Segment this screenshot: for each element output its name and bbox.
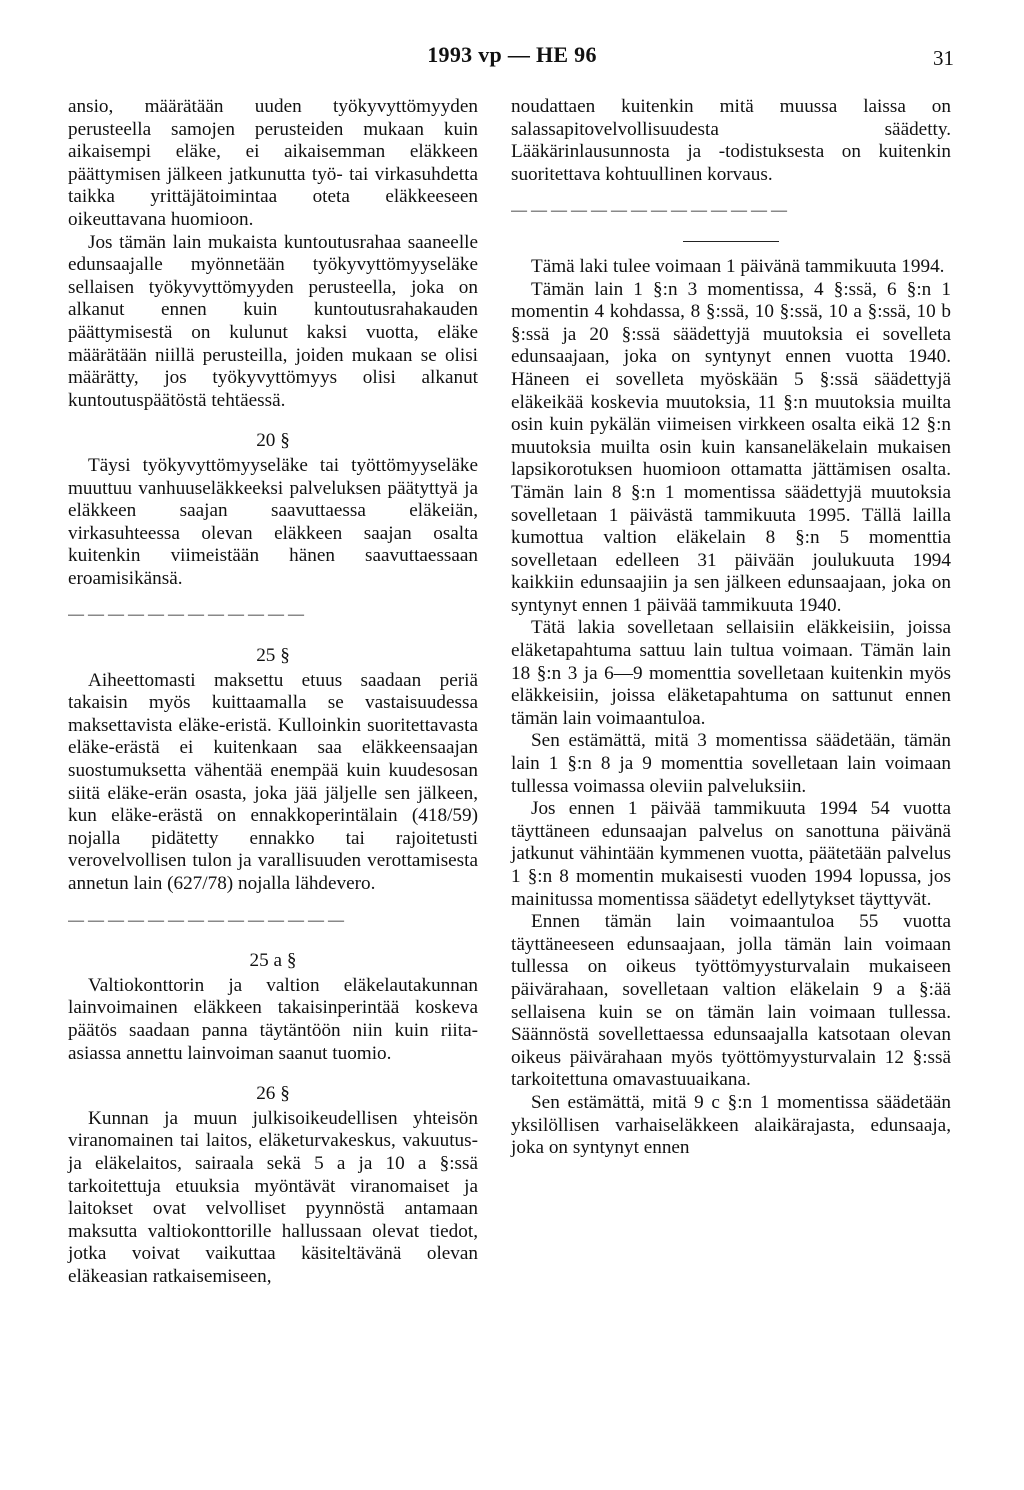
section-heading-25a: 25 a § xyxy=(249,950,297,972)
section-text-20: Täysi työkyvyttömyyseläke tai työttömyyseläke muuttuu vanhuuseläkkeeksi palveluksen päätyttyä ja eläkkeen saajan saavuttaessa eläkeiän, virkasuhteessa olevan eläkkeen saajan osalta kuitenkin viimeistään hänen saavuttaessaan eroamisikänsä. xyxy=(68,454,478,589)
section-text-25: Aiheettomasti maksettu etuus saadaan periä takaisin myös kuittaamalla se vastaisuudessa maksettavista eläke-eristä. Kulloinkin suoritettavasta eläke-erästä ei kuitenkaan saa eläkkeensaajan suostumuksetta vähentää enempää kuin kuudesosan siitä eläke-erän osasta, joka jää jäljelle sen jälkeen, kun eläke-erästä on ennakkoperintälain (418/59) nojalla pidätetty ennakko tai rajoitetusti verovelvollisen tulon ja varallisuuden verottamisesta annetun lain (627/78) nojalla lähdevero. xyxy=(68,669,478,894)
paragraph: ansio, määrätään uuden työkyvyttömyyden perusteella samojen perusteiden mukaan kuin aikaisempi eläke, ei aikaisemman eläkkeen päättymisen jälkeen jatkunutta työ- tai virkasuhdetta taikka yrittäjätoimintaa oteta eläkkeeseen oikeuttavana huomioon. xyxy=(68,96,478,230)
left-column xyxy=(68,96,478,1289)
paragraph: noudattaen kuitenkin mitä muussa laissa on salassapitovelvollisuudesta säädetty. Lääkärinlausunnosta ja -todistuksesta on kuitenkin suoritettava kohtuullinen korvaus. xyxy=(511,96,951,185)
section-heading-25: 25 § xyxy=(256,645,290,667)
paragraph: Tätä lakia sovelletaan sellaisiin eläkkeisiin, joissa eläketapahtuma sattuu lain tultua voimaan. Tämän lain 18 §:n 3 ja 6—9 momenttia sovelletaan kuitenkin myös eläkkeisiin, joissa eläketapahtuma on sattunut ennen tämän lain voimaantuloa. xyxy=(511,617,951,729)
paragraph: Tämän lain 1 §:n 3 momentissa, 4 §:ssä, 6 §:n 1 momentin 4 kohdassa, 8 §:ssä, 10 §:ssä, 10 a §:ssä, 10 b §:ssä ja 20 §:ssä säädettyjä muutoksia ei sovelleta edunsaajaan, joka on syntynyt ennen vuotta 1940. Häneen ei sovelleta myöskään 5 §:ssä säädettyjä eläkeikää koskevia muutoksia, 11 §:n muutoksia muilta osin kuin pykälän viimeisen virkkeen osalta eikä 12 §:n muutoksia muilta osin kuin kansaneläkelain mukaisen lapsikorotuksen huomioon ottamatta jättämisen osalta. Tämän lain 8 §:n 1 momentissa säädettyjä muutoksia sovelletaan 1 päivästä tammikuuta 1995. Tällä lailla kumottua valtion eläkelain 8 §:n 5 momenttia sovelletaan edelleen 31 päivään joulukuuta 1994 kaikkiin edunsaajiin ja sen jälkeen edunsaajaan, joka on syntynyt ennen 1 päivää tammikuuta 1940. xyxy=(511,278,951,616)
paragraph: Sen estämättä, mitä 3 momentissa säädetään, tämän lain 1 §:n 8 ja 9 momenttia sovelletaan lain voimaan tullessa voimassa oleviin palveluksiin. xyxy=(511,730,951,797)
section-heading-26: 26 § xyxy=(256,1083,290,1105)
paragraph: Jos ennen 1 päivää tammikuuta 1994 54 vuotta täyttäneen edunsaajan palvelus on sanottuna päivänä jatkunut vähintään kymmenen vuotta, päätetään palvelus 1 §:n 8 momentin mukaisesti vuoden 1994 lopussa, jos mainitussa momentissa säädetyt edellytykset täyttyvät. xyxy=(511,798,951,910)
right-column xyxy=(511,96,951,1160)
document-title: 1993 vp — HE 96 xyxy=(427,42,597,67)
section-text-25a: Valtiokonttorin ja valtion eläkelautakunnan lainvoimainen eläkkeen takaisinperintää koskeva päätös saadaan panna täytäntöön niin kuin riita-asiassa annettu lainvoiman saanut tuomio. xyxy=(68,974,478,1064)
section-text-26: Kunnan ja muun julkisoikeudellisen yhteisön viranomainen tai laitos, eläketurvakeskus, vakuutus- ja eläkelaitos, sairaala sekä 5 a ja 10 a §:ssä tarkoitettuja etuuksia myöntävät viranomaiset ja laitokset ovat velvolliset pyynnöstä antamaan maksutta valtiokonttorille hallussaan olevat tiedot, jotka voivat vaikuttaa käsiteltävänä olevan eläkeasian ratkaisemiseen, xyxy=(68,1107,478,1287)
omission-dashes: — — — — — — — — — — — — — — xyxy=(68,911,344,929)
page-header xyxy=(0,42,1024,72)
paragraph: Jos tämän lain mukaista kuntoutusrahaa saaneelle edunsaajalle myönnetään työkyvyttömyyseläke sellaisen työkyvyttömyyden perusteella, joka on alkanut ennen kuin kuntoutusrahakauden päättymisestä on kulunut kaksi vuotta, eläke määrätään niillä perusteilla, joiden mukaan se olisi määrätty, jos työkyvyttömyys olisi alkanut kuntoutuspäätöstä tehtäessä. xyxy=(68,231,478,411)
section-heading-20: 20 § xyxy=(256,430,290,452)
omission-dashes: — — — — — — — — — — — — — — xyxy=(511,202,787,220)
paragraph: Ennen tämän lain voimaantuloa 55 vuotta täyttäneeseen edunsaajaan, jolla tämän lain voimaan tullessa on oikeus työttömyysturvalain mukaiseen päivärahaan, sovelletaan valtion eläkelain 9 a §:ää sellaisena kuin se on tämän lain voimaan tullessa. Säännöstä sovellettaessa edunsaajalla katsotaan olevan oikeus päivärahaan myös työttömyysturvalain 12 §:ssä tarkoitettuna omavastuuaikana. xyxy=(511,911,951,1091)
divider-rule xyxy=(683,241,779,242)
page-number: 31 xyxy=(933,46,954,70)
omission-dashes: — — — — — — — — — — — — xyxy=(68,606,304,624)
paragraph: Sen estämättä, mitä 9 c §:n 1 momentissa säädetään yksilöllisen varhaiseläkkeen alaikärajasta, edunsaaja, joka on syntynyt ennen xyxy=(511,1091,951,1159)
paragraph: Tämä laki tulee voimaan 1 päivänä tammikuuta 1994. xyxy=(531,255,945,277)
